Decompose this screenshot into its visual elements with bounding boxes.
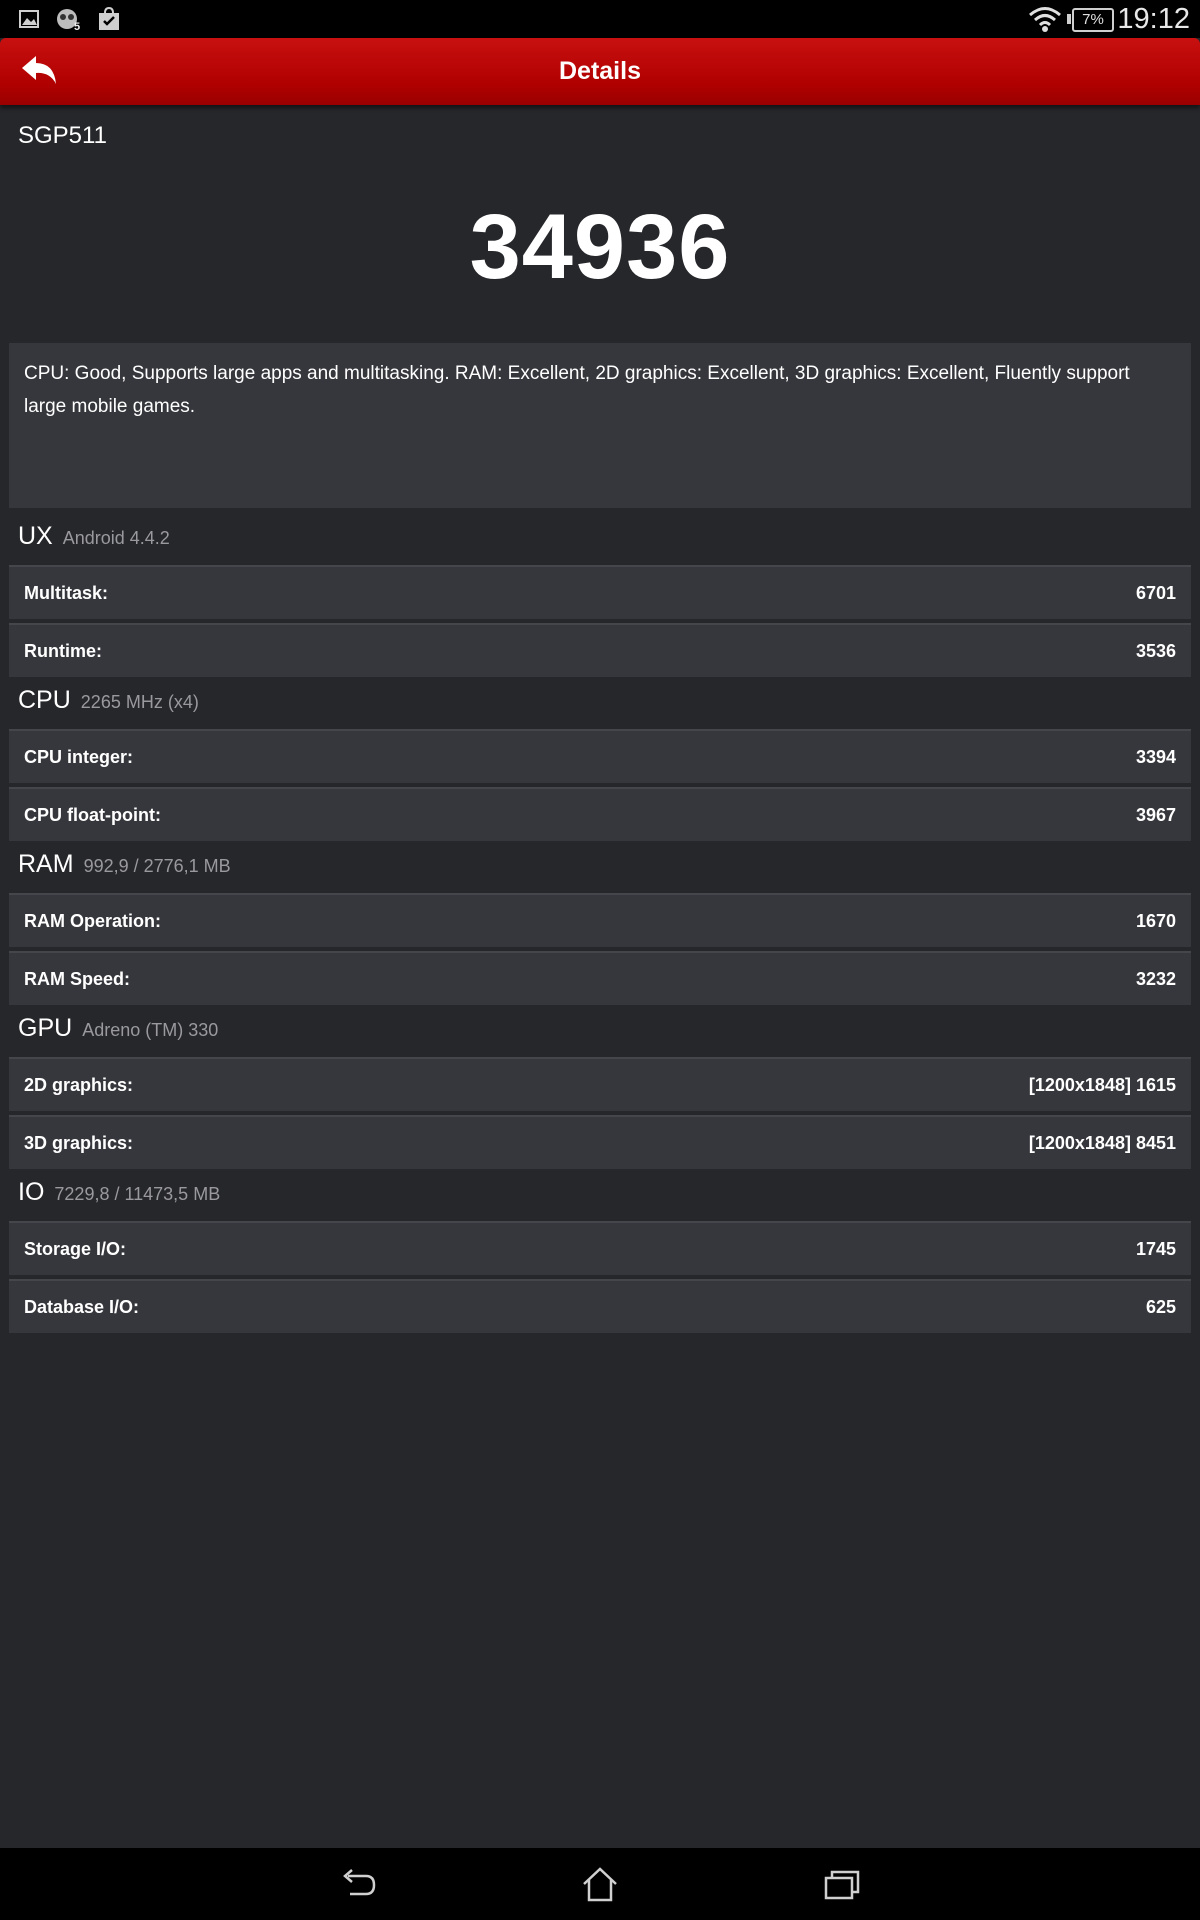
section-subtitle: 992,9 / 2776,1 MB (83, 856, 231, 876)
score-row-2d-graphics (9, 1057, 1191, 1111)
score-row-cpu-integer (9, 729, 1191, 783)
row-value: [1200x1848] 1615 (1028, 1075, 1176, 1095)
row-label: Multitask: (24, 583, 109, 603)
section-header-ux (18, 522, 170, 562)
row-label: Storage I/O: (24, 1239, 127, 1259)
status-bar (0, 0, 1200, 38)
battery-tip (1067, 14, 1071, 24)
image-icon (18, 7, 40, 31)
score-row-multitask (9, 565, 1191, 619)
row-label: RAM Operation: (24, 911, 161, 931)
row-label: Runtime: (24, 641, 102, 661)
nav-recents-icon[interactable] (820, 1864, 864, 1904)
section-title: GPU (18, 1014, 73, 1042)
nav-home-icon[interactable] (578, 1864, 622, 1904)
row-label: 3D graphics: (24, 1133, 134, 1153)
section-title: UX (18, 522, 53, 550)
nav-back-icon[interactable] (336, 1864, 380, 1904)
battery-icon: 7% (1072, 8, 1114, 32)
row-label: CPU float-point: (24, 805, 161, 825)
score-row-database-io (9, 1279, 1191, 1333)
section-subtitle: Android 4.4.2 (62, 528, 170, 548)
section-title: RAM (18, 850, 74, 878)
row-value: 1670 (1135, 911, 1176, 931)
svg-text:5: 5 (74, 21, 81, 31)
device-name: SGP511 (18, 122, 107, 149)
section-header-cpu (18, 686, 199, 726)
clock: 19:12 (1117, 3, 1190, 35)
row-label: CPU integer: (24, 747, 134, 767)
row-value: 3232 (1135, 969, 1176, 989)
section-header-gpu (18, 1014, 218, 1054)
row-label: 2D graphics: (24, 1075, 134, 1095)
score-description: CPU: Good, Supports large apps and multitasking. RAM: Excellent, 2D graphics: Excellent, 3D graphics: Excellent, Fluently support large mobile games. (9, 343, 1191, 508)
score-row-runtime (9, 623, 1191, 677)
row-value: 3967 (1135, 805, 1176, 825)
row-label: RAM Speed: (24, 969, 131, 989)
shopping-bag-icon (97, 7, 121, 31)
section-header-ram (18, 850, 231, 890)
score-row-ram-speed (9, 951, 1191, 1005)
row-value: 6701 (1135, 583, 1176, 603)
app-bar (0, 38, 1200, 105)
section-title: IO (18, 1178, 45, 1206)
navigation-bar (0, 1848, 1200, 1920)
row-value: [1200x1848] 8451 (1028, 1133, 1176, 1153)
row-label: Database I/O: (24, 1297, 140, 1317)
section-subtitle: 7229,8 / 11473,5 MB (54, 1184, 221, 1204)
section-title: CPU (18, 686, 71, 714)
score-row-ram-operation (9, 893, 1191, 947)
benchmark-app-icon (54, 7, 84, 31)
score-row-3d-graphics (9, 1115, 1191, 1169)
row-value: 3394 (1135, 747, 1176, 767)
section-subtitle: Adreno (TM) 330 (82, 1020, 219, 1040)
wifi-icon (1028, 5, 1062, 33)
row-value: 3536 (1135, 641, 1176, 661)
section-header-io (18, 1178, 220, 1218)
row-value: 1745 (1135, 1239, 1176, 1259)
total-score: 34936 (469, 196, 731, 298)
section-subtitle: 2265 MHz (x4) (80, 692, 199, 712)
score-row-storage-io (9, 1221, 1191, 1275)
row-value: 625 (1145, 1297, 1176, 1317)
page-title: Details (559, 57, 641, 85)
score-row-cpu-float (9, 787, 1191, 841)
